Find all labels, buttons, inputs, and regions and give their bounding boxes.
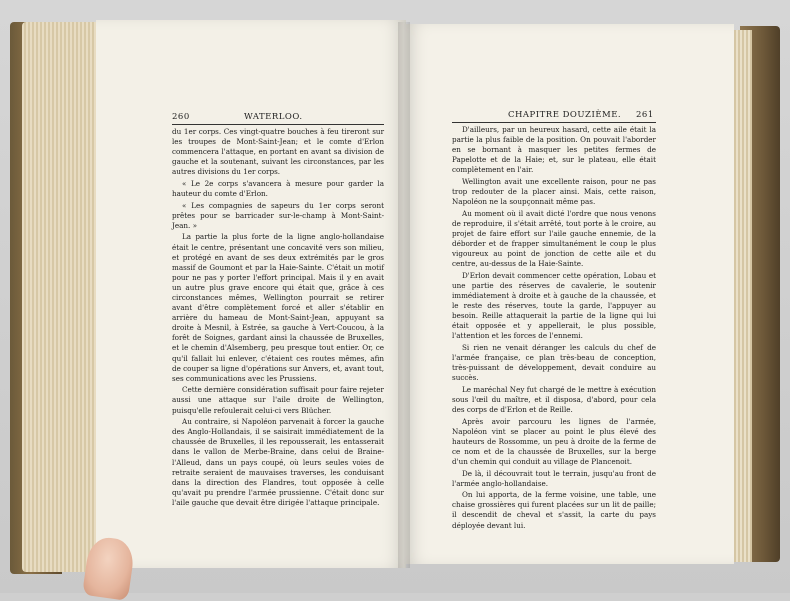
paragraph: D'Erlon devait commencer cette opération, Lobau et une partie des réserves de cavalerie, le soutenir immédiatement à droite et à gauche de la chaussée, et le reste des réserves, toute la garde, l'appuyer au besoin. Reille attaquerait la partie de la ligne qui lui était opposée et y appellerait, le plus possible, l'attention et les forces de l'ennemi.	[452, 270, 656, 341]
paragraph: Au contraire, si Napoléon parvenait à forcer la gauche des Anglo-Hollandais, il se saisirait immédiatement de la chaussée de Bruxelles, il les repousserait, les entasserait dans le vallon de Merbe-Braine, dans celui de Braine-l'Alleud, dans un pays coupé, où leurs seules voies de retraite seraient de mauvaises traverses, les conduisant dans la direction des Flandres, tout opposée à celle qu'avait pu prendre l'armée prussienne. C'était donc sur l'aile gauche que devait être dirigée l'attaque principale.	[172, 417, 384, 507]
paragraph: Wellington avait une excellente raison, pour ne pas trop redouter de la placer ainsi. Mais, cette raison, Napoléon ne la soupçonnait même pas.	[452, 176, 656, 207]
paragraph: du 1er corps. Ces vingt-quatre bouches à feu tireront sur les troupes de Mont-Saint-Jean; et le comte d'Erlon commencera l'attaque, en portant en avant sa division de gauche et la soutenant, suivant les circonstances, par les autres divisions du 1er corps.	[172, 127, 384, 177]
paragraph: Cette dernière considération suffisait pour faire rejeter aussi une attaque sur l'aile droite de Wellington, puisqu'elle refoulerait celui-ci vers Blücher.	[172, 385, 384, 415]
paragraph: D'ailleurs, par un heureux hasard, cette aile était la partie la plus faible de la position. On pouvait l'aborder en se bornant à masquer les petites fermes de Papelotte et de la Haie; et, sur le plateau, elle était complètement en l'air.	[452, 125, 656, 175]
paragraph: La partie la plus forte de la ligne anglo-hollandaise était le centre, présentant une concavité vers son milieu, et protégé en avant de ses deux extrémités par le gros massif de Goumont et par la Haie-Sainte. C'était un motif pour ne pas y porter l'effort principal. Mais il y en avait un autre plus grave encore qui était que, grâce à ces circonstances mêmes, Wellington pourrait se retirer avant d'être complètement forcé et aller s'établir en arrière du hameau de Mont-Saint-Jean, appuyant sa droite à Mesnil, à Estrée, sa gauche à Vert-Coucou, à la forêt de Soignes, gardant ainsi la chaussée de Bruxelles, et le chemin d'Alsemberg, peu presque tout entier. Or, ce qu'il fallait lui enlever, c'étaient ces routes mêmes, afin de couper sa ligne d'opérations sur Anvers, et, avant tout, ses communications avec les Prussiens.	[172, 232, 384, 383]
left-page-number: 260	[172, 112, 190, 122]
book-gutter	[398, 22, 410, 568]
right-header-rule	[452, 122, 656, 123]
paragraph: Après avoir parcouru les lignes de l'armée, Napoléon vint se placer au point le plus élevé des hauteurs de Rossomme, un peu à droite de la ferme de ce nom et de la chaussée de Bruxelles, sur la berge d'un chemin qui conduit au village de Plancenoit.	[452, 416, 656, 466]
left-page-edges	[22, 22, 102, 572]
paragraph: « Les compagnies de sapeurs du 1er corps seront prêtes pour se barricader sur-le-champ à Mont-Saint-Jean. »	[172, 200, 384, 230]
left-header-rule	[172, 124, 384, 125]
right-page-text	[452, 125, 656, 532]
right-running-head: CHAPITRE DOUZIÈME.	[508, 110, 622, 120]
right-page-edges	[732, 30, 752, 562]
paragraph: Au moment où il avait dicté l'ordre que nous venons de reproduire, il s'était arrêté, tout porte à le croire, au projet de faire effort sur l'aile gauche ennemie, de la déborder et de frapper simultanément le coup le plus vigoureux au point de jonction de cette aile et du centre, au-dessus de la Haie-Sainte.	[452, 208, 656, 269]
right-page-number: 261	[636, 110, 654, 120]
left-running-head: WATERLOO.	[244, 112, 303, 122]
left-page-text	[172, 127, 384, 509]
paragraph: Si rien ne venait déranger les calculs du chef de l'armée française, ce plan très-beau de conception, très-puissant de développement, devait conduire au succès.	[452, 342, 656, 383]
paragraph: De là, il découvrait tout le terrain, jusqu'au front de l'armée anglo-hollandaise.	[452, 468, 656, 488]
paragraph: Le maréchal Ney fut chargé de le mettre à exécution sous l'œil du maître, et il disposa, d'abord, pour cela des corps de d'Erlon et de Reille.	[452, 384, 656, 415]
paragraph: « Le 2e corps s'avancera à mesure pour garder la hauteur du comte d'Erlon.	[172, 178, 384, 199]
paragraph: On lui apporta, de la ferme voisine, une table, une chaise grossières qui furent placées sur un lit de paille; il descendit de cheval et s'assit, la carte du pays déployée devant lui.	[452, 490, 656, 530]
